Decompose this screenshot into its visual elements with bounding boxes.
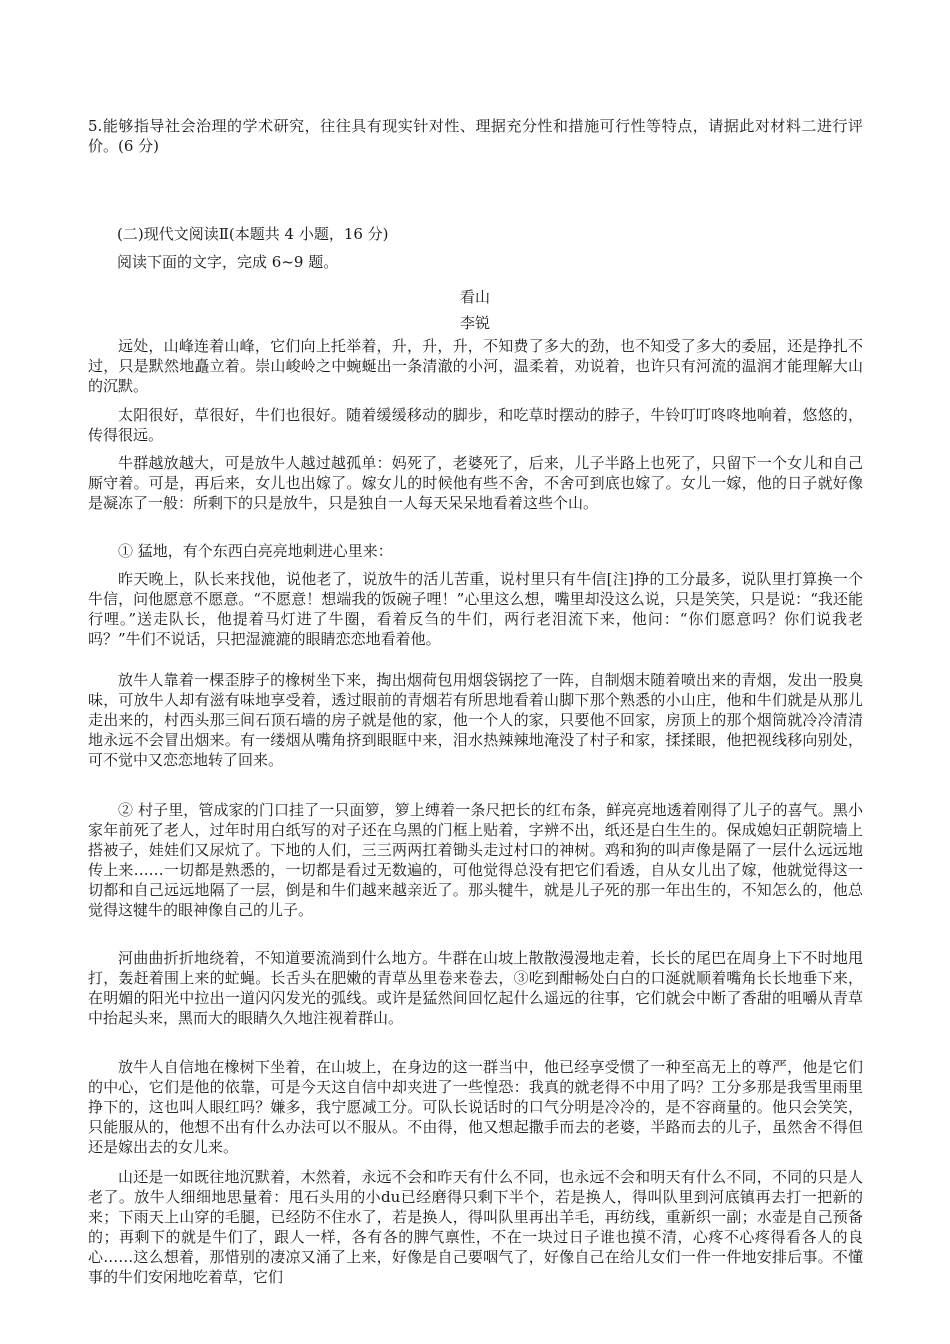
- paragraph: ② 村子里，管成家的门口挂了一只面箩，箩上缚着一条尺把长的红布条，鲜亮亮地透着刚得了儿子的喜气。黑小家年前死了老人，过年时用白纸写的对子还在乌黑的门框上贴着，字辨不出，纸还是白生生的。保成媳妇正朝院墙上搭被子，娃娃们又尿炕了。下地的人们，三三两两扛着锄头走过村口的神树。鸡和狗的叫声像是隔了一层什么远远地传上来……一切都是熟悉的，一切都是看过无数遍的，可他觉得总没有把它们看透，自从女儿出了嫁，他就觉得这一切都和自己远远地隔了一层，倒是和牛们越来越亲近了。那头犍牛，就是儿子死的那一年出生的，不知怎么的，他总觉得这犍牛的眼神像自己的儿子。: [88, 801, 863, 919]
- paragraph: 太阳很好，草很好，牛们也很好。随着缓缓移动的脚步，和吃草时摆动的脖子，牛铃叮叮咚咚地响着，悠悠的，传得很远。: [88, 406, 863, 444]
- question-5: 5.能够指导社会治理的学术研究，往往具有现实针对性、理据充分性和措施可行性等特点，请据此对材料二进行评价。(6 分): [88, 117, 863, 155]
- paragraph: 昨天晚上，队长来找他，说他老了，说放牛的活儿苦重，说村里只有牛信[注]挣的工分最多，说队里打算换一个牛信，问他愿意不愿意。“不愿意！想端我的饭碗子哩！”心里这么想，嘴里却没这么说，只是笑笑，只是说：“我还能行哩。”送走队长，他提着马灯进了牛圈，看着反刍的牛们，两行老泪流下来，他问：“你们愿意吗？你们说我老吗？”牛们不说话，只把湿漉漉的眼睛恋恋地看着他。: [88, 570, 863, 648]
- reading-instruction: 阅读下面的文字，完成 6~9 题。: [117, 253, 339, 271]
- paragraph: 牛群越放越大，可是放牛人越过越孤单：妈死了，老婆死了，后来，儿子半路上也死了，只留下一个女儿和自己厮守着。可是，再后来，女儿也出嫁了。嫁女儿的时候他有些不舍，不舍可到底也嫁了。女儿一嫁，他的日子就好像是凝冻了一般：所剩下的只是放牛，只是独自一人每天呆呆地看着这些个山。: [88, 454, 863, 512]
- article-author: 李锐: [459, 314, 490, 332]
- paragraph: 远处，山峰连着山峰，它们向上托举着，升，升，升，不知费了多大的劲，也不知受了多大的委屈，还是挣扎不过，只是默然地矗立着。崇山峻岭之中蜿蜒出一条清澈的小河，温柔着，劝说着，也许只有河流的温润才能理解大山的沉默。: [88, 337, 863, 395]
- paragraph: 河曲曲折折地绕着，不知道要流淌到什么地方。牛群在山坡上散散漫漫地走着，长长的尾巴在周身上下不时地甩打，轰赶着围上来的虻蝇。长舌头在肥嫩的青草丛里卷来卷去，③吃到酣畅处白白的口涎就顺着嘴角长长地垂下来，在明媚的阳光中拉出一道闪闪发光的弧线。或许是猛然间回忆起什么遥远的往事，它们就会中断了香甜的咀嚼从青草中抬起头来，黑而大的眼睛久久地注视着群山。: [88, 949, 863, 1027]
- paragraph: 山还是一如既往地沉默着，木然着，永远不会和昨天有什么不同，也永远不会和明天有什么不同，不同的只是人老了。放牛人细细地思量着：甩石头用的小du已经磨得只剩下半个，若是换人，得叫队里到河底镇再去打一把新的来；下雨天上山穿的毛腿，已经防不住水了，若是换人，得叫队里再出羊毛，再纺线，重新织一副；水壶是自己预备的；再剩下的就是牛们了，跟人一样，各有各的脾气禀性，不在一块过日子谁也摸不清，心疼不心疼得看各人的良心……这么想着，那惜别的凄凉又涌了上来，好像是自己要咽气了，好像自己在给儿女们一件一件地安排后事。不懂事的牛们安闲地吃着草，它们: [88, 1168, 863, 1286]
- section-heading: (二)现代文阅读Ⅱ(本题共 4 小题，16 分): [117, 225, 389, 243]
- paragraph: 放牛人靠着一棵歪脖子的橡树坐下来，掏出烟荷包用烟袋锅挖了一阵，自制烟末随着喷出来的青烟，发出一股臭味，可放牛人却有滋有味地享受着，透过眼前的青烟若有所思地看着山脚下那个熟悉的小山庄，他和牛们就是从那儿走出来的，村西头那三间石顶石墙的房子就是他的家，他一个人的家，只要他不回家，房顶上的那个烟筒就冷冷清清地永远不会冒出烟来。有一缕烟从嘴角挤到眼眶中来，泪水热辣辣地淹没了村子和家，揉揉眼，他把视线移向别处，可不觉中又恋恋地转了回来。: [88, 671, 863, 769]
- article-title: 看山: [459, 288, 490, 306]
- paragraph: ① 猛地，有个东西白亮亮地刺进心里来：: [118, 542, 393, 560]
- paragraph: 放牛人自信地在橡树下坐着，在山坡上，在身边的这一群当中，他已经享受惯了一种至高无上的尊严，他是它们的中心，它们是他的依靠，可是今天这自信中却夹进了一些惶恐：我真的就老得不中用了吗？工分多那是我雪里雨里挣下的，这也叫人眼红吗？嫌多，我宁愿减工分。可队长说话时的口气分明是冷冷的，是不容商量的。他只会笑笑，只能服从的，他想不出有什么办法可以不服从。不由得，他又想起撒手而去的老婆，半路而去的儿子，虽然舍不得但还是嫁出去的女儿来。: [88, 1058, 863, 1156]
